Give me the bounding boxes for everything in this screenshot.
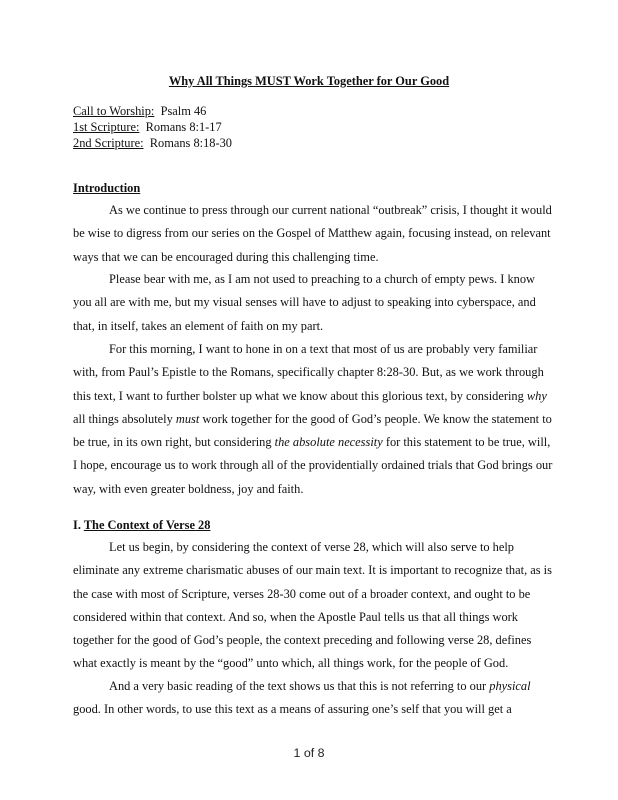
- text-line: that, in itself, takes an element of faith on my part.: [73, 318, 324, 333]
- text-line: with, from Paul’s Epistle to the Romans, specifically chapter 8:28-30. But, as we work through: [73, 365, 544, 380]
- text-line: be wise to digress from our series on the Gospel of Matthew again, focusing instead, on relevant: [73, 226, 551, 241]
- meta-value: Psalm 46: [160, 104, 207, 118]
- text-span: work together for the good of God’s people. We know the statement to: [199, 411, 552, 426]
- text-line: [73, 675, 545, 698]
- meta-value: Romans 8:18-30: [149, 136, 233, 150]
- text-line: [73, 408, 552, 431]
- section-1-heading: [73, 517, 210, 533]
- page-number: 1 of 8: [293, 746, 325, 760]
- text-span: be true, in its own right, but considering: [73, 435, 275, 450]
- text-span: And a very basic reading of the text shows us that this is not referring to our: [109, 679, 490, 693]
- text-line: good. In other words, to use this text as a means of assuring one’s self that you will get a: [73, 702, 512, 717]
- scripture-references: [73, 103, 232, 151]
- text-line: As we continue to press through our current national “outbreak” crisis, I thought it would: [109, 203, 552, 217]
- section-title: The Context of Verse 28: [83, 518, 211, 532]
- intro-paragraph-3: [73, 338, 553, 501]
- meta-label: 2nd Scripture:: [73, 136, 144, 150]
- text-line: what exactly is meant by the “good” unto which, all things work, for the people of God.: [73, 656, 509, 671]
- text-span: all things absolutely: [73, 411, 176, 426]
- emphasis-text: the absolute necessity: [274, 435, 383, 450]
- emphasis-text: why: [526, 388, 547, 403]
- text-line: you all are with me, but my visual senses will have to adjust to speaking into cyberspace, and: [73, 295, 536, 310]
- intro-paragraph-2: [73, 268, 545, 338]
- text-line: ways that we can be encouraged during this challenging time.: [73, 249, 379, 264]
- emphasis-text: physical: [489, 679, 531, 693]
- introduction-heading-text: Introduction: [73, 181, 141, 195]
- meta-value: Romans 8:1-17: [145, 120, 222, 134]
- text-line: Let us begin, by considering the context of verse 28, which will also serve to help: [109, 540, 515, 554]
- emphasis-text: must: [175, 411, 200, 426]
- text-line: Please bear with me, as I am not used to preaching to a church of empty pews. I know: [109, 272, 535, 286]
- section-1-paragraph-2: [73, 675, 545, 722]
- text-line: I hope, encourage us to work through all of the providentially ordained trials that God brings our: [73, 458, 553, 473]
- section-1-paragraph-1: [73, 536, 552, 676]
- meta-label: 1st Scripture:: [73, 120, 140, 134]
- text-line: eliminate any extreme charismatic abuses of our main text. It is important to recognize that, as is: [73, 563, 552, 578]
- text-line: [73, 385, 545, 408]
- text-span: this text, I want to further bolster up what we know about this glorious text, by considering: [73, 388, 527, 403]
- text-line: the case with most of Scripture, verses 28-30 come out of a broader context, and ought to be: [73, 586, 531, 601]
- text-line: considered within that context. And so, when the Apostle Paul tells us that all things work: [73, 609, 518, 624]
- first-scripture-row: [73, 119, 232, 135]
- second-scripture-row: [73, 135, 232, 151]
- text-line: [73, 431, 551, 454]
- text-line: together for the good of God’s people, the context preceding and following verse 28, defines: [73, 633, 532, 648]
- meta-label: Call to Worship:: [73, 104, 155, 118]
- section-number: I.: [73, 518, 81, 532]
- text-line: way, with even greater boldness, joy and faith.: [73, 481, 304, 496]
- intro-paragraph-1: [73, 199, 552, 269]
- text-span: for this statement to be true, will,: [382, 435, 551, 450]
- text-line: For this morning, I want to hone in on a text that most of us are probably very familiar: [109, 342, 538, 356]
- call-to-worship-row: [73, 103, 232, 119]
- introduction-heading: [73, 180, 140, 196]
- page-title: Why All Things MUST Work Together for Our Good: [168, 74, 450, 88]
